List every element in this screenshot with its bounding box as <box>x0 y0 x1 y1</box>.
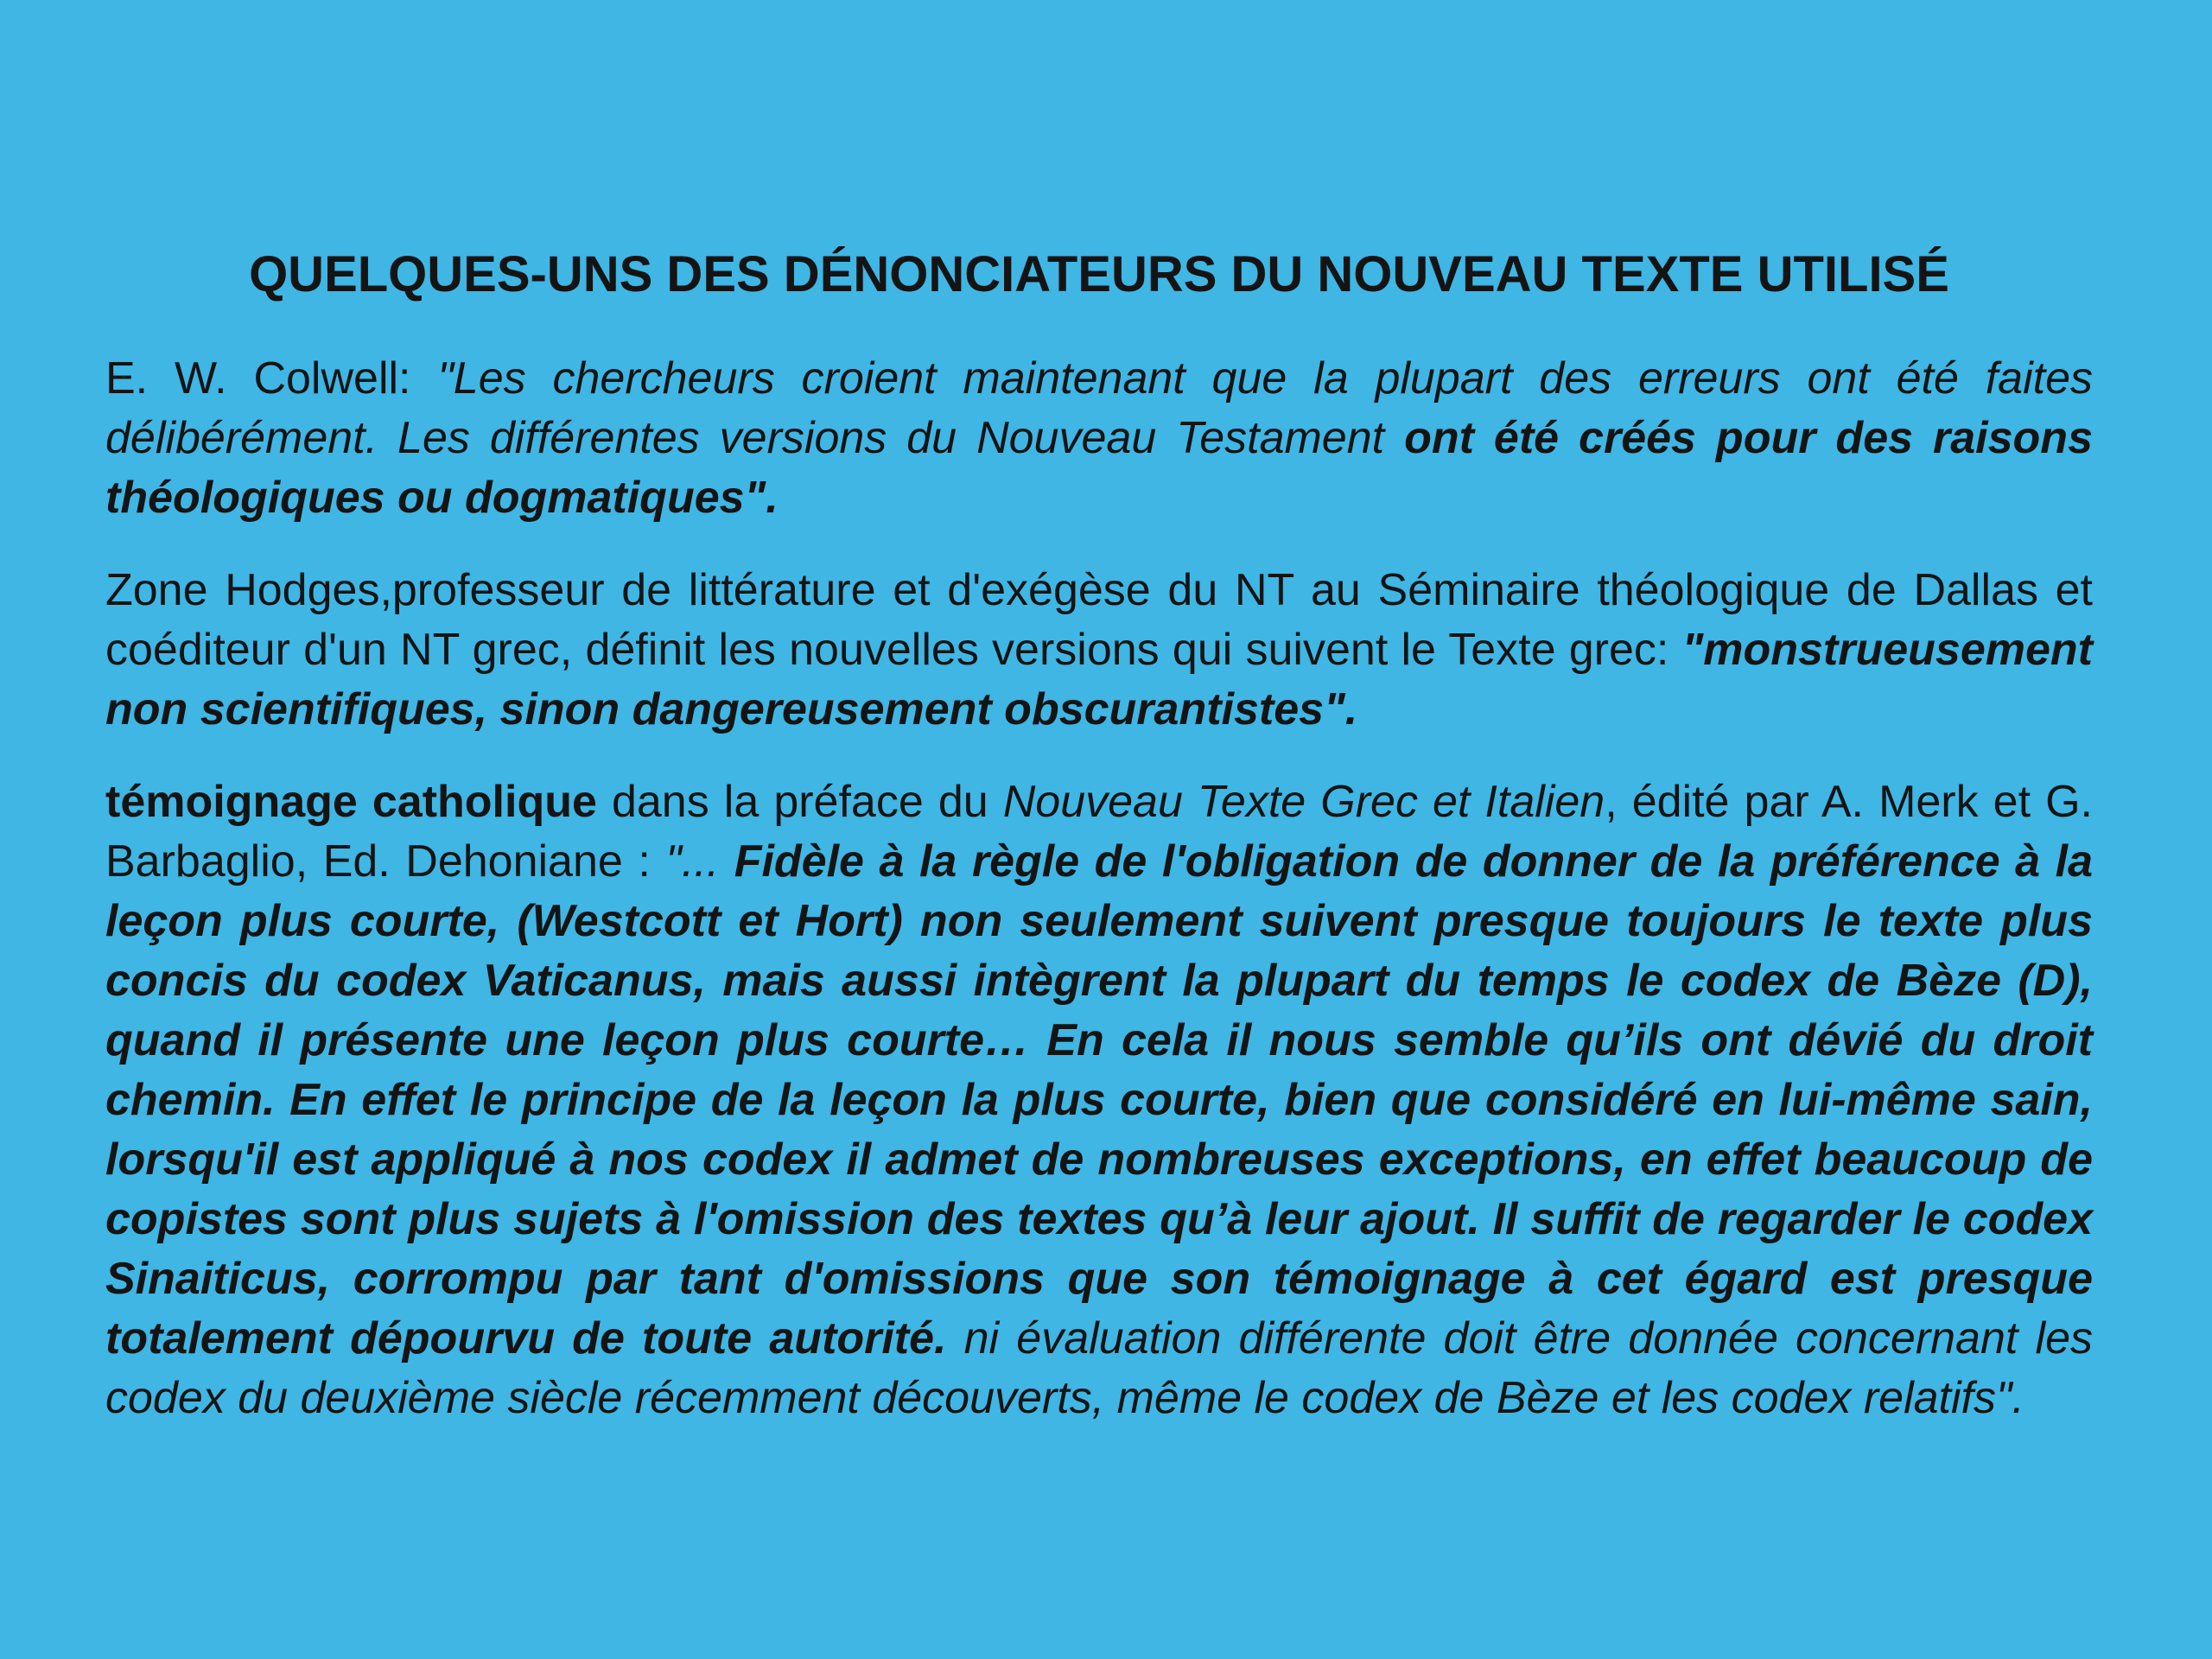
slide-title: QUELQUES-UNS DES DÉNONCIATEURS DU NOUVEAU TEXTE UTILISÉ <box>249 246 1949 302</box>
catholic-quote-open: "... <box>665 836 734 887</box>
hodges-quote: "monstrueusement non scientifiques, sinon dangereusement obscurantistes". <box>105 625 2093 734</box>
catholic-book-title: Nouveau Texte Grec et Italien <box>1002 777 1605 827</box>
colwell-quote-bold: ont été créés pour des raisons théologiques ou dogmatiques". <box>105 413 2093 523</box>
catholic-quote-bold: Fidèle à la règle de l'obligation de donner de la préférence à la leçon plus courte, (Westcott et Hort) non seulement suivent presque toujours le texte plus concis du codex Vaticanus, mais aussi intègrent la plupart du temps le codex de Bèze (D), quand il présente une leçon plus courte… En cela il nous semble qu’ils ont dévié du droit chemin. En effet le principe de la leçon la plus courte, bien que considéré en lui-même sain, lorsqu'il est appliqué à nos codex il admet de nombreuses exceptions, en effet beaucoup de copistes sont plus sujets à l'omission des textes qu’à leur ajout. Il suffit de regarder le codex Sinaiticus, corrompu par tant d'omissions que son témoignage à cet égard est presque totalement dépourvu de toute autorité. <box>105 836 2094 1363</box>
catholic-label: témoignage catholique <box>105 777 597 827</box>
hodges-paragraph <box>105 561 2093 740</box>
colwell-paragraph <box>105 349 2093 528</box>
catholic-quote-end: ni évaluation différente doit être donnée concernant les codex du deuxième siècle récemment découverts, même le codex de Bèze et les codex relatifs". <box>105 1313 2094 1423</box>
slide-content <box>105 238 2093 1428</box>
catholic-text-1: dans la préface du <box>596 777 1003 827</box>
colwell-author: E. W. Colwell: <box>105 353 438 404</box>
catholic-text-2: , édité par A. Merk et G. Barbaglio, Ed. Dehoniane : <box>105 777 2093 887</box>
catholic-paragraph <box>105 772 2093 1428</box>
hodges-intro: Zone Hodges,professeur de littérature et d'exégèse du NT au Séminaire théologique de Dallas et coéditeur d'un NT grec, définit les nouvelles versions qui suivent le Texte grec: <box>105 565 2093 675</box>
colwell-quote-italic: "Les chercheurs croient maintenant que la plupart des erreurs ont été faites délibérément. Les différentes versions du Nouveau Testament <box>105 353 2094 463</box>
